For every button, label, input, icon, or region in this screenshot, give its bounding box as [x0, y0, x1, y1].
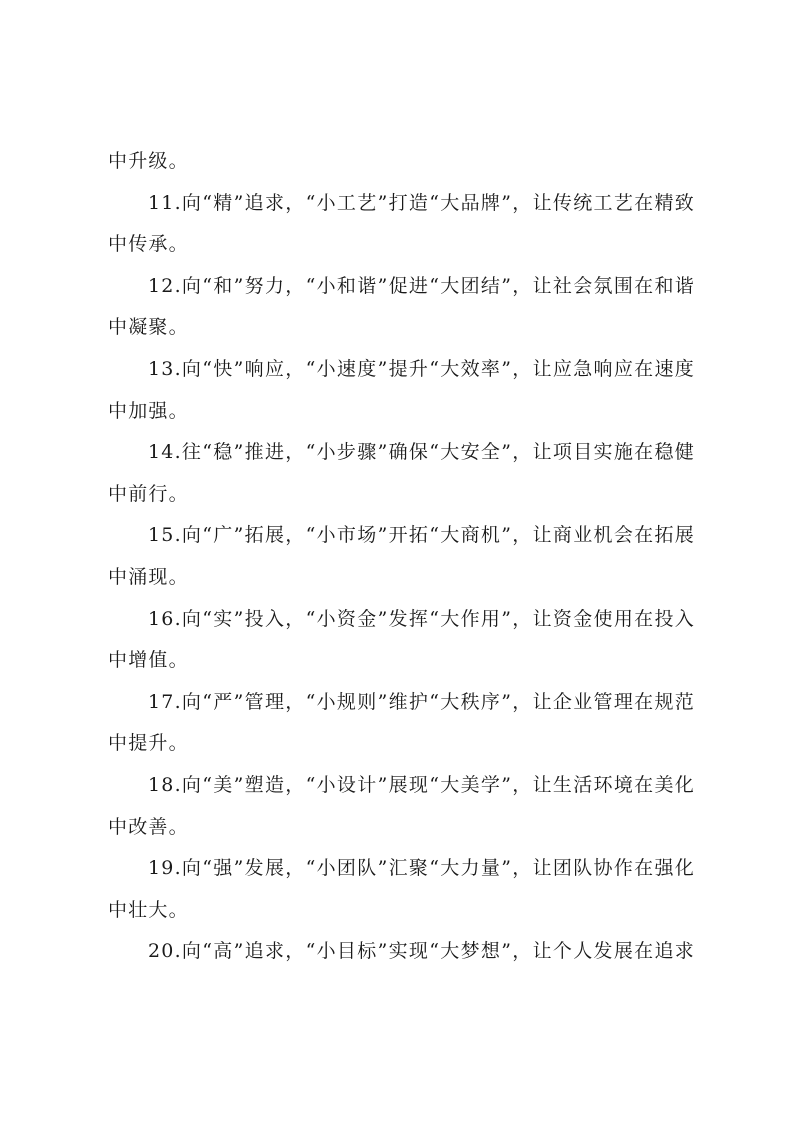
paragraph-line: 中涌现。	[108, 565, 189, 588]
paragraph-line: 中改善。	[108, 815, 189, 838]
paragraph-line: 13.向“快”响应，“小速度”提升“大效率”，让应急响应在速度	[148, 357, 695, 380]
paragraph-line: 中升级。	[108, 150, 189, 172]
paragraph-line: 中前行。	[108, 482, 189, 505]
paragraph-line: 14.往“稳”推进，“小步骤”确保“大安全”，让项目实施在稳健	[148, 441, 695, 464]
paragraph-line: 19.向“强”发展，“小团队”汇聚“大力量”，让团队协作在强化	[148, 857, 695, 880]
paragraph-line: 20.向“高”追求，“小目标”实现“大梦想”，让个人发展在追求	[148, 940, 695, 963]
paragraph-line: 17.向“严”管理，“小规则”维护“大秩序”，让企业管理在规范	[148, 690, 695, 713]
paragraph-line: 15.向“广”拓展，“小市场”开拓“大商机”，让商业机会在拓展	[148, 524, 695, 547]
paragraph-line: 18.向“美”塑造，“小设计”展现“大美学”，让生活环境在美化	[148, 773, 695, 796]
paragraph-line: 11.向“精”追求，“小工艺”打造“大品牌”，让传统工艺在精致	[148, 191, 695, 214]
paragraph-line: 中凝聚。	[108, 316, 189, 339]
paragraph-line: 16.向“实”投入，“小资金”发挥“大作用”，让资金使用在投入	[148, 607, 695, 630]
paragraph-line: 12.向“和”努力，“小和谐”促进“大团结”，让社会氛围在和谐	[148, 274, 695, 297]
paragraph-line: 中增值。	[108, 649, 189, 672]
paragraph-line: 中壮大。	[108, 898, 189, 921]
document-body	[108, 141, 695, 973]
paragraph-line: 中加强。	[108, 399, 189, 422]
paragraph-line: 中提升。	[108, 732, 189, 755]
paragraph-line: 中传承。	[108, 233, 189, 256]
